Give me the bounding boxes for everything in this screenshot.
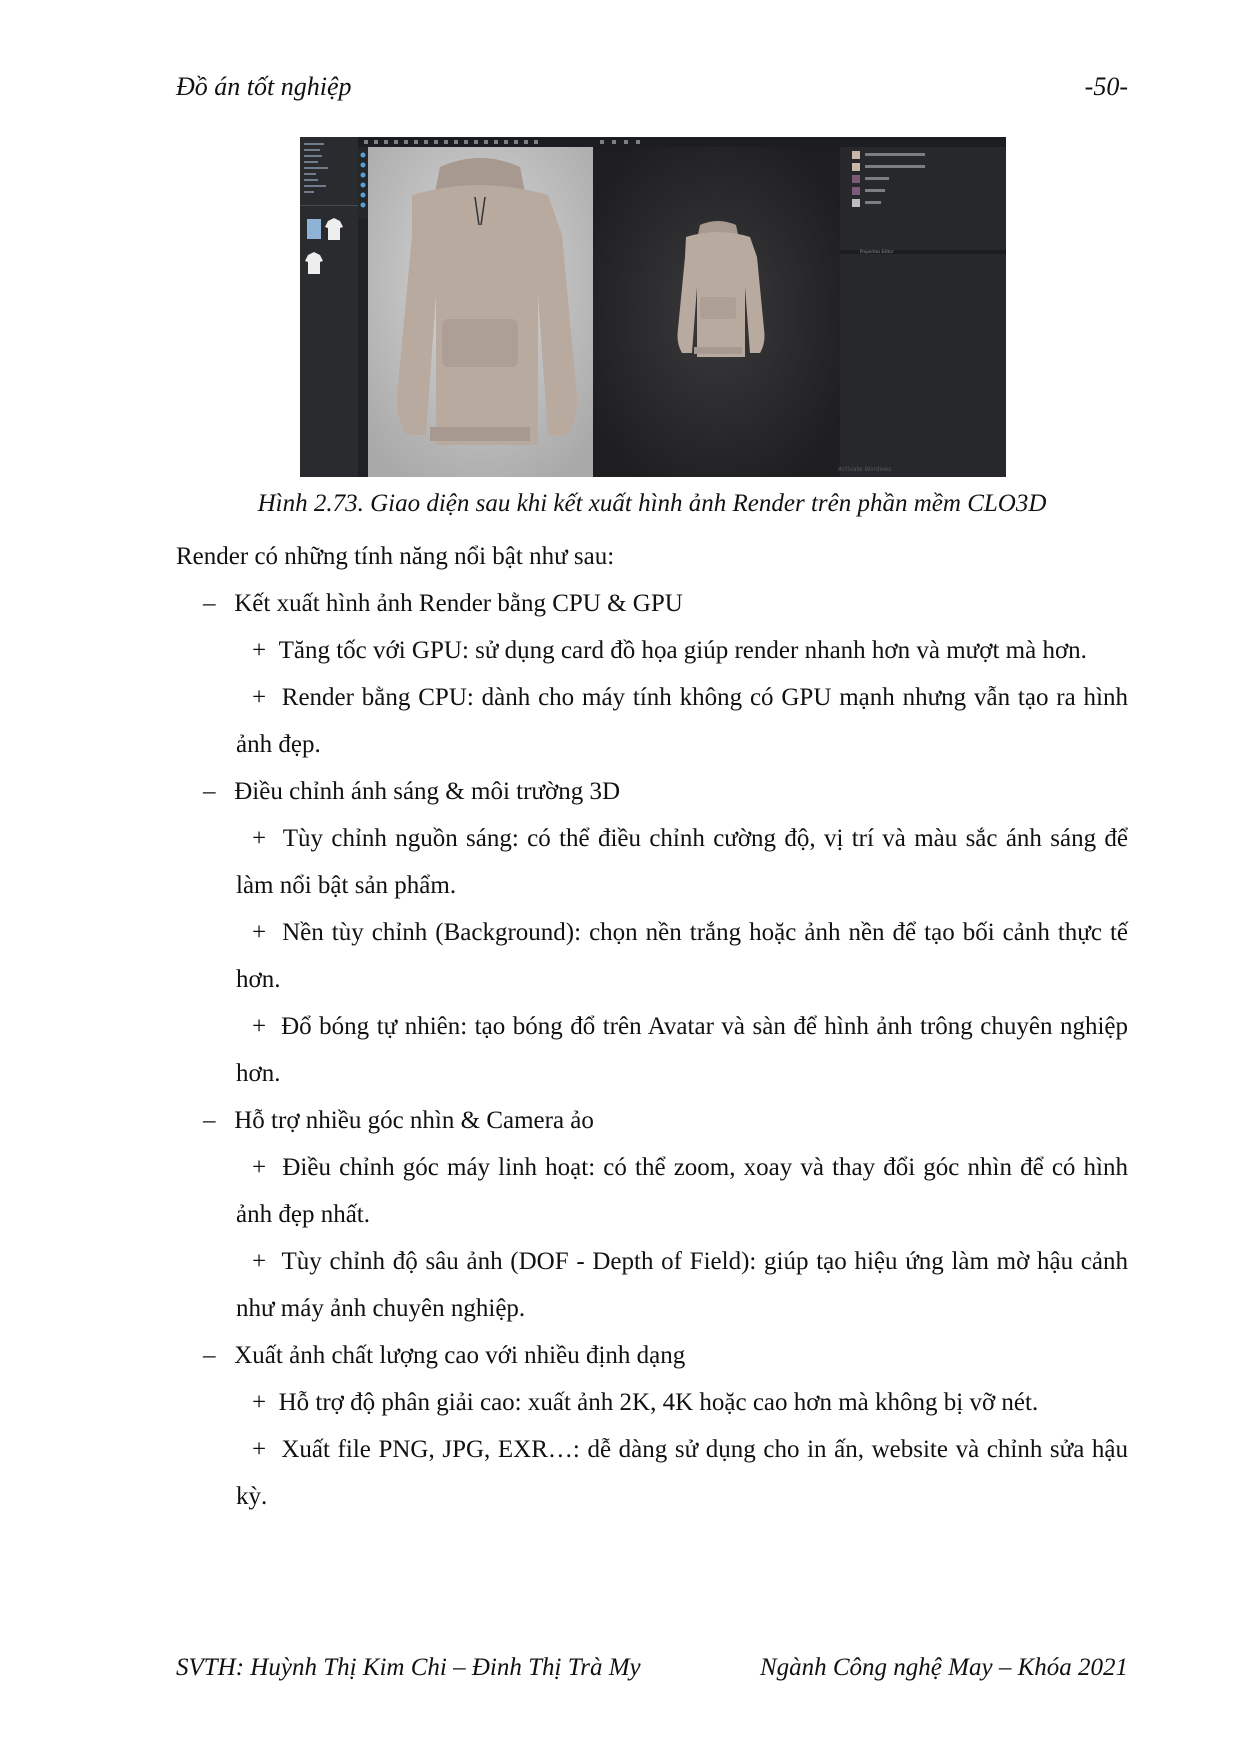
section-title: Xuất ảnh chất lượng cao với nhiều định dạng [234,1342,686,1369]
activate-windows-label: Activate Windows [838,466,892,473]
list-item-text: Đổ bóng tự nhiên: tạo bóng đổ trên Avatar và sàn để hình ảnh trông chuyên nghiệp hơn. [236,1013,1129,1087]
object-browser [840,137,1006,477]
hoodie-render-view [678,221,765,357]
plus-marker: + [252,684,267,711]
list-item [176,1144,1128,1238]
footer-program: Ngành Công nghệ May – Khóa 2021 [759,1654,1128,1681]
list-item-text: Tùy chỉnh độ sâu ảnh (DOF - Depth of Field): giúp tạo hiệu ứng làm mờ hậu cảnh như máy ảnh chuyên nghiệp. [236,1248,1129,1322]
list-item [176,627,1128,674]
body-text [176,533,1128,1520]
section-heading [176,580,1128,627]
dash-marker: – [203,590,216,617]
header-title: Đồ án tốt nghiệp [176,72,352,101]
plus-marker: + [252,919,267,946]
hoodie-3d-view [397,158,577,445]
list-item-text: Điều chỉnh góc máy linh hoạt: có thể zoom, xoay và thay đổi góc nhìn để có hình ảnh đẹp nhất. [236,1154,1129,1228]
section-title: Kết xuất hình ảnh Render bằng CPU & GPU [234,590,683,617]
list-item [176,1426,1128,1520]
list-item-text: Hỗ trợ độ phân giải cao: xuất ảnh 2K, 4K hoặc cao hơn mà không bị vỡ nét. [278,1389,1039,1416]
page-header [176,72,1128,112]
plus-marker: + [252,1154,267,1181]
render-screenshot [300,137,1006,477]
dash-marker: – [203,1107,216,1134]
list-item [176,674,1128,768]
page-number: -50- [1084,72,1128,101]
left-sidebar [300,137,358,477]
figure-caption: Hình 2.73. Giao diện sau khi kết xuất hình ảnh Render trên phần mềm CLO3D [257,490,1047,517]
section-title: Điều chỉnh ánh sáng & môi trường 3D [234,778,620,805]
dash-marker: – [203,778,216,805]
plus-marker: + [252,1436,267,1463]
plus-marker: + [252,825,267,852]
list-item [176,1003,1128,1097]
section-heading [176,768,1128,815]
footer-authors: SVTH: Huỳnh Thị Kim Chi – Đinh Thị Trà My [176,1654,641,1681]
list-item-text: Tùy chỉnh nguồn sáng: có thể điều chỉnh cường độ, vị trí và màu sắc ánh sáng để làm nổi bật sản phẩm. [236,825,1128,899]
list-item-text: Nền tùy chỉnh (Background): chọn nền trắng hoặc ảnh nền để tạo bối cảnh thực tế hơn. [236,919,1129,993]
properties-editor-label: Properties Editor [860,249,894,254]
list-item-text: Tăng tốc với GPU: sử dụng card đồ họa giúp render nhanh hơn và mượt mà hơn. [278,637,1087,664]
intro-paragraph: Render có những tính năng nổi bật như sau: [176,543,615,570]
list-item [176,909,1128,1003]
plus-marker: + [252,1248,267,1275]
list-item-text: Render bằng CPU: dành cho máy tính không có GPU mạnh nhưng vẫn tạo ra hình ảnh đẹp. [236,684,1128,758]
plus-marker: + [252,637,267,664]
section-title: Hỗ trợ nhiều góc nhìn & Camera ảo [234,1107,594,1134]
section-heading [176,1332,1128,1379]
plus-marker: + [252,1013,267,1040]
plus-marker: + [252,1389,267,1416]
clo3d-interface-illustration [300,137,1006,477]
list-item [176,1238,1128,1332]
section-heading [176,1097,1128,1144]
list-item-text: Xuất file PNG, JPG, EXR…: dễ dàng sử dụng cho in ấn, website và chỉnh sửa hậu kỳ. [236,1436,1129,1510]
dash-marker: – [203,1342,216,1369]
list-item [176,1379,1128,1426]
list-item [176,815,1128,909]
page-footer [176,1654,1128,1694]
